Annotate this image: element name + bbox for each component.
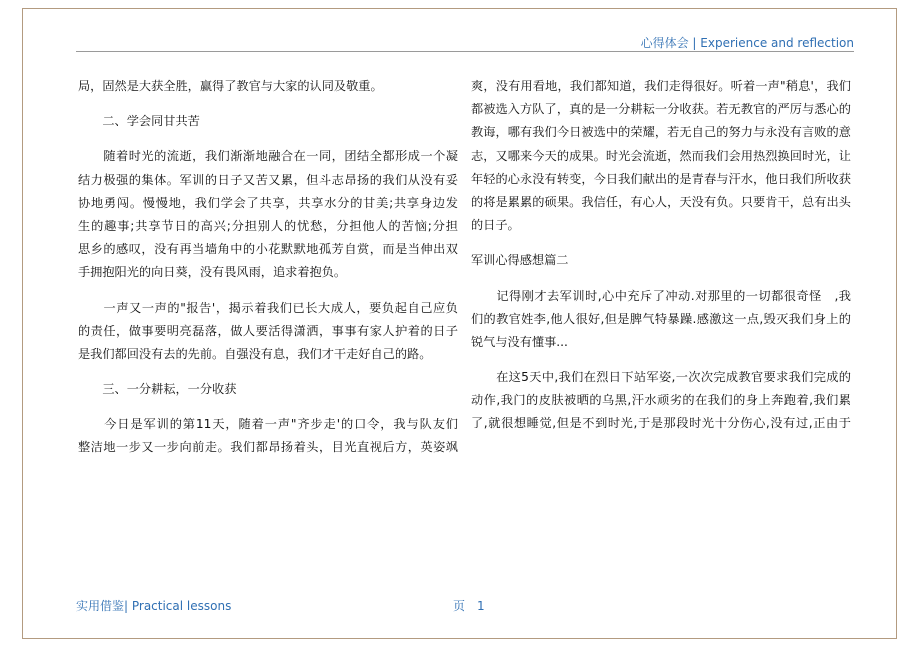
text-line: 了,就很想睡觉,但是不到时光,于是那段时光十分伤心,没有过,正由于 (471, 416, 851, 431)
text-line: 军训心得感想篇二 (471, 253, 569, 268)
text-line: 年轻的心永没有转变，今日我们献出的是青春与汗水，他日我们所收获 (471, 171, 851, 186)
text-line: 在这5天中,我们在烈日下站军姿,一次次完成教官要求我们完成的 (471, 370, 851, 385)
text-line: 手拥抱阳光的向日葵，没有畏风雨，追求着抱负。 (78, 265, 347, 280)
paragraph-gap (471, 273, 851, 285)
paragraph-gap (78, 366, 458, 378)
text-line: 思乡的感叹，没有再当墙角中的小花默默地孤芳自赏，而是当伸出双 (78, 242, 458, 257)
text-line: 爽，没有用看地，我们都知道，我们走得很好。听着一声"稍息'，我们 (471, 79, 851, 93)
text-line: 锐气与没有懂事... (471, 334, 568, 349)
text-line: 的将是累累的硕果。我信任，有心人，天没有负。只要肯干，总有出头 (471, 194, 851, 209)
right-text-column (471, 75, 851, 436)
paragraph-gap (471, 237, 851, 249)
text-line: 一声又一声的"报告'，揭示着我们已长大成人，要负起自己应负 (78, 300, 458, 315)
text-line: 协地勇闯。慢慢地，我们学会了共享，共享水分的甘美;共享身边发 (78, 195, 458, 210)
left-text-column (78, 75, 458, 460)
text-line: 教诲，哪有我们今日被选中的荣耀，若无自己的努力与永没有言败的意 (471, 125, 851, 140)
text-line: 是我们都回没有去的先前。自强没有息，我们才干走好自己的路。 (78, 346, 432, 361)
text-line: 志，又哪来今天的成果。时光会流逝，然而我们会用热烈换回时光，让 (471, 148, 851, 163)
text-line: 们的教官姓李,他人很好,但是脾气特暴躁.感激这一点,毁灭我们身上的 (471, 311, 851, 326)
header-title: 心得体会 | Experience and reflection (640, 36, 854, 50)
text-line: 动作,我门的皮肤被晒的乌黑,汗水顽劣的在我们的身上奔跑着,我们累 (471, 393, 851, 408)
text-line: 结力极强的集体。军训的日子又苦又累，但斗志昂扬的我们从没有妥 (78, 172, 458, 187)
header-divider (76, 51, 854, 52)
footer-label: 实用借鉴| Practical lessons (76, 599, 232, 613)
text-line: 局，固然是大获全胜，赢得了教官与大家的认同及敬重。 (78, 79, 383, 93)
text-line: 二、学会同甘共苦 (78, 114, 200, 129)
text-line: 的日子。 (471, 218, 520, 233)
page-number: 页 1 (453, 599, 485, 613)
paragraph-gap (78, 285, 458, 297)
text-line: 都被选入方队了，真的是一分耕耘一分收获。若无教官的严厉与悉心的 (471, 102, 851, 117)
text-line: 记得刚才去军训时,心中充斥了冲动.对那里的一切都很奇怪 ,我 (471, 288, 851, 303)
paragraph-gap (471, 354, 851, 366)
paragraph-gap (78, 133, 458, 145)
text-line: 随着时光的流逝，我们渐渐地融合在一同，团结全都形成一个凝 (78, 149, 458, 164)
text-line: 整洁地一步又一步向前走。我们都昂扬着头，目光直视后方，英姿飒 (78, 440, 458, 455)
paragraph-gap (78, 98, 458, 110)
text-line: 的责任，做事要明亮磊落，做人要活得潇洒，事事有家人护着的日子 (78, 323, 458, 338)
text-line: 今日是军训的第11天，随着一声"齐步走'的口令，我与队友们 (78, 417, 458, 432)
text-line: 三、一分耕耘，一分收获 (78, 382, 237, 397)
text-line: 生的趣事;共享节日的高兴;分担别人的忧愁，分担他人的苦恼;分担 (78, 218, 458, 233)
paragraph-gap (78, 401, 458, 413)
